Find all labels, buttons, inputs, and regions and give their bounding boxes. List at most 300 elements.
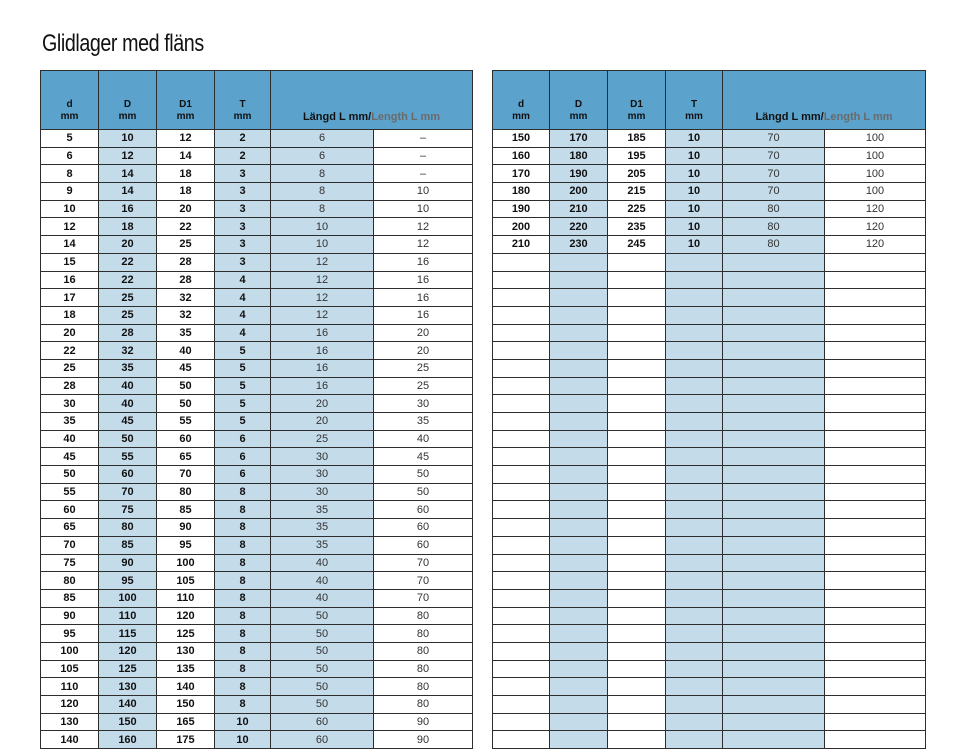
cell-D1 bbox=[608, 536, 666, 554]
cell-D bbox=[550, 359, 608, 377]
cell-length-1 bbox=[723, 554, 825, 572]
cell-T: 8 bbox=[215, 483, 271, 501]
cell-length-2: 80 bbox=[374, 660, 473, 678]
cell-length-2: 60 bbox=[374, 519, 473, 537]
table-row bbox=[41, 572, 473, 590]
cell-T bbox=[666, 536, 723, 554]
table-row bbox=[493, 625, 926, 643]
cell-d bbox=[493, 625, 550, 643]
cell-D bbox=[550, 483, 608, 501]
cell-length-2 bbox=[825, 519, 926, 537]
cell-length-2: 50 bbox=[374, 483, 473, 501]
cell-T: 2 bbox=[215, 147, 271, 165]
table-header-row bbox=[41, 71, 473, 130]
cell-length-2 bbox=[825, 713, 926, 731]
cell-length-2 bbox=[825, 642, 926, 660]
cell-D bbox=[550, 731, 608, 749]
cell-length-2: 30 bbox=[374, 395, 473, 413]
cell-d bbox=[493, 554, 550, 572]
cell-d: 5 bbox=[41, 130, 99, 148]
cell-D1 bbox=[608, 448, 666, 466]
cell-D: 60 bbox=[99, 466, 157, 484]
table-row bbox=[493, 130, 926, 148]
cell-length-1: 12 bbox=[271, 253, 374, 271]
cell-D1 bbox=[608, 271, 666, 289]
cell-d: 50 bbox=[41, 466, 99, 484]
table-body-right bbox=[493, 130, 926, 749]
cell-D1 bbox=[608, 660, 666, 678]
cell-d: 15 bbox=[41, 253, 99, 271]
table-row bbox=[41, 359, 473, 377]
cell-length-2: 16 bbox=[374, 271, 473, 289]
col-header-length: Längd L mm/Length L mm bbox=[723, 71, 926, 130]
cell-length-1 bbox=[723, 271, 825, 289]
cell-D: 50 bbox=[99, 430, 157, 448]
cell-length-1: 70 bbox=[723, 130, 825, 148]
cell-length-1 bbox=[723, 536, 825, 554]
cell-D1 bbox=[608, 395, 666, 413]
cell-T bbox=[666, 306, 723, 324]
cell-T: 8 bbox=[215, 696, 271, 714]
cell-d: 140 bbox=[41, 731, 99, 749]
table-row bbox=[41, 395, 473, 413]
cell-length-2: 100 bbox=[825, 165, 926, 183]
cell-length-2: 80 bbox=[374, 642, 473, 660]
cell-T: 5 bbox=[215, 377, 271, 395]
cell-length-1: 6 bbox=[271, 130, 374, 148]
cell-D: 14 bbox=[99, 165, 157, 183]
cell-length-2: 70 bbox=[374, 572, 473, 590]
cell-D1: 70 bbox=[157, 466, 215, 484]
col-header-length: Längd L mm/Length L mm bbox=[271, 71, 473, 130]
cell-T bbox=[666, 713, 723, 731]
cell-D bbox=[550, 678, 608, 696]
cell-length-1: 12 bbox=[271, 289, 374, 307]
cell-D1 bbox=[608, 253, 666, 271]
cell-T: 8 bbox=[215, 660, 271, 678]
cell-length-2 bbox=[825, 554, 926, 572]
cell-length-2 bbox=[825, 413, 926, 431]
cell-D: 32 bbox=[99, 342, 157, 360]
cell-length-1: 50 bbox=[271, 607, 374, 625]
table-row bbox=[493, 200, 926, 218]
cell-length-1: 10 bbox=[271, 218, 374, 236]
cell-D bbox=[550, 696, 608, 714]
cell-T: 3 bbox=[215, 253, 271, 271]
cell-length-1: 16 bbox=[271, 377, 374, 395]
cell-length-1 bbox=[723, 430, 825, 448]
cell-d: 20 bbox=[41, 324, 99, 342]
cell-T: 8 bbox=[215, 625, 271, 643]
cell-length-1 bbox=[723, 572, 825, 590]
cell-d bbox=[493, 430, 550, 448]
cell-D: 25 bbox=[99, 306, 157, 324]
table-row bbox=[41, 731, 473, 749]
cell-D: 120 bbox=[99, 642, 157, 660]
cell-D bbox=[550, 324, 608, 342]
cell-d bbox=[493, 483, 550, 501]
cell-D: 210 bbox=[550, 200, 608, 218]
table-row bbox=[41, 289, 473, 307]
table-row bbox=[493, 554, 926, 572]
cell-D1: 60 bbox=[157, 430, 215, 448]
cell-D1: 105 bbox=[157, 572, 215, 590]
cell-T bbox=[666, 377, 723, 395]
spec-table-left bbox=[40, 70, 473, 749]
cell-D1 bbox=[608, 289, 666, 307]
table-row bbox=[493, 589, 926, 607]
cell-length-1: 70 bbox=[723, 183, 825, 201]
cell-T bbox=[666, 519, 723, 537]
cell-D bbox=[550, 342, 608, 360]
cell-d: 210 bbox=[493, 236, 550, 254]
cell-d: 70 bbox=[41, 536, 99, 554]
cell-D1 bbox=[608, 731, 666, 749]
table-row bbox=[41, 147, 473, 165]
cell-length-1 bbox=[723, 696, 825, 714]
cell-length-2 bbox=[825, 589, 926, 607]
cell-T: 5 bbox=[215, 342, 271, 360]
cell-D1 bbox=[608, 342, 666, 360]
cell-length-1: 50 bbox=[271, 625, 374, 643]
cell-D: 20 bbox=[99, 236, 157, 254]
cell-T bbox=[666, 324, 723, 342]
table-row bbox=[493, 165, 926, 183]
cell-length-2: 12 bbox=[374, 218, 473, 236]
cell-T: 8 bbox=[215, 501, 271, 519]
cell-d: 28 bbox=[41, 377, 99, 395]
cell-T bbox=[666, 483, 723, 501]
cell-D1: 65 bbox=[157, 448, 215, 466]
cell-D1: 50 bbox=[157, 377, 215, 395]
table-row bbox=[493, 253, 926, 271]
cell-D1 bbox=[608, 625, 666, 643]
cell-length-2: 120 bbox=[825, 200, 926, 218]
cell-length-1: 35 bbox=[271, 519, 374, 537]
cell-d bbox=[493, 271, 550, 289]
cell-D bbox=[550, 642, 608, 660]
cell-d: 60 bbox=[41, 501, 99, 519]
table-row bbox=[493, 306, 926, 324]
cell-D1 bbox=[608, 519, 666, 537]
cell-d bbox=[493, 395, 550, 413]
cell-D1: 50 bbox=[157, 395, 215, 413]
cell-length-1: 6 bbox=[271, 147, 374, 165]
cell-D: 180 bbox=[550, 147, 608, 165]
cell-length-1 bbox=[723, 731, 825, 749]
cell-D bbox=[550, 466, 608, 484]
cell-D: 160 bbox=[99, 731, 157, 749]
cell-length-1: 80 bbox=[723, 236, 825, 254]
col-header-d: d mm bbox=[41, 71, 99, 130]
cell-d: 9 bbox=[41, 183, 99, 201]
cell-length-1 bbox=[723, 253, 825, 271]
cell-D1 bbox=[608, 607, 666, 625]
cell-D1: 32 bbox=[157, 289, 215, 307]
cell-D1: 150 bbox=[157, 696, 215, 714]
cell-T bbox=[666, 589, 723, 607]
cell-d bbox=[493, 660, 550, 678]
cell-D1: 225 bbox=[608, 200, 666, 218]
cell-length-2 bbox=[825, 430, 926, 448]
cell-D: 110 bbox=[99, 607, 157, 625]
cell-length-1 bbox=[723, 324, 825, 342]
cell-d: 120 bbox=[41, 696, 99, 714]
cell-length-1 bbox=[723, 377, 825, 395]
cell-length-2: 25 bbox=[374, 377, 473, 395]
table-row bbox=[493, 607, 926, 625]
table-row bbox=[41, 536, 473, 554]
cell-d bbox=[493, 306, 550, 324]
table-row bbox=[41, 678, 473, 696]
cell-length-1 bbox=[723, 483, 825, 501]
cell-d: 22 bbox=[41, 342, 99, 360]
cell-D1 bbox=[608, 554, 666, 572]
cell-length-1 bbox=[723, 501, 825, 519]
cell-D bbox=[550, 625, 608, 643]
cell-d bbox=[493, 536, 550, 554]
cell-T bbox=[666, 466, 723, 484]
cell-d: 16 bbox=[41, 271, 99, 289]
cell-length-2: 25 bbox=[374, 359, 473, 377]
cell-length-1: 8 bbox=[271, 165, 374, 183]
cell-length-2 bbox=[825, 253, 926, 271]
cell-d: 12 bbox=[41, 218, 99, 236]
cell-D bbox=[550, 271, 608, 289]
cell-D1: 12 bbox=[157, 130, 215, 148]
cell-length-2 bbox=[825, 359, 926, 377]
cell-d bbox=[493, 413, 550, 431]
table-row bbox=[493, 448, 926, 466]
cell-D1: 35 bbox=[157, 324, 215, 342]
table-row bbox=[41, 660, 473, 678]
cell-length-1: 50 bbox=[271, 642, 374, 660]
cell-d: 180 bbox=[493, 183, 550, 201]
cell-D: 12 bbox=[99, 147, 157, 165]
cell-D1: 14 bbox=[157, 147, 215, 165]
cell-length-2 bbox=[825, 289, 926, 307]
cell-D bbox=[550, 660, 608, 678]
cell-d bbox=[493, 696, 550, 714]
table-row bbox=[493, 413, 926, 431]
table-row bbox=[41, 130, 473, 148]
cell-D bbox=[550, 713, 608, 731]
cell-length-2 bbox=[825, 395, 926, 413]
table-row bbox=[41, 696, 473, 714]
cell-D1: 110 bbox=[157, 589, 215, 607]
cell-T: 3 bbox=[215, 200, 271, 218]
cell-length-2: 80 bbox=[374, 625, 473, 643]
cell-D: 28 bbox=[99, 324, 157, 342]
cell-D: 115 bbox=[99, 625, 157, 643]
cell-d: 75 bbox=[41, 554, 99, 572]
cell-length-2 bbox=[825, 483, 926, 501]
cell-T: 4 bbox=[215, 271, 271, 289]
cell-length-1: 80 bbox=[723, 218, 825, 236]
cell-D1: 80 bbox=[157, 483, 215, 501]
cell-length-1: 12 bbox=[271, 271, 374, 289]
cell-d: 170 bbox=[493, 165, 550, 183]
col-header-T: T mm bbox=[215, 71, 271, 130]
cell-D1: 245 bbox=[608, 236, 666, 254]
cell-D1 bbox=[608, 713, 666, 731]
cell-d: 8 bbox=[41, 165, 99, 183]
cell-d bbox=[493, 607, 550, 625]
table-row bbox=[493, 395, 926, 413]
cell-D: 25 bbox=[99, 289, 157, 307]
cell-length-1: 70 bbox=[723, 165, 825, 183]
cell-length-2 bbox=[825, 607, 926, 625]
cell-length-2 bbox=[825, 731, 926, 749]
cell-length-1: 30 bbox=[271, 466, 374, 484]
cell-T: 6 bbox=[215, 466, 271, 484]
cell-T bbox=[666, 289, 723, 307]
cell-length-2: – bbox=[374, 130, 473, 148]
table-row bbox=[493, 218, 926, 236]
table-row bbox=[493, 342, 926, 360]
page-title: Glidlager med fläns bbox=[42, 30, 204, 57]
cell-length-2: – bbox=[374, 147, 473, 165]
cell-D1: 140 bbox=[157, 678, 215, 696]
col-header-D1: D1 mm bbox=[157, 71, 215, 130]
cell-D1 bbox=[608, 359, 666, 377]
cell-d bbox=[493, 589, 550, 607]
cell-length-1: 60 bbox=[271, 713, 374, 731]
cell-D1: 215 bbox=[608, 183, 666, 201]
cell-d bbox=[493, 519, 550, 537]
cell-length-2: 16 bbox=[374, 253, 473, 271]
cell-length-1: 80 bbox=[723, 200, 825, 218]
cell-D1: 130 bbox=[157, 642, 215, 660]
cell-d bbox=[493, 713, 550, 731]
cell-D1: 85 bbox=[157, 501, 215, 519]
cell-length-1: 20 bbox=[271, 395, 374, 413]
cell-length-2: 80 bbox=[374, 678, 473, 696]
cell-length-2: 16 bbox=[374, 289, 473, 307]
cell-D bbox=[550, 536, 608, 554]
cell-T: 8 bbox=[215, 589, 271, 607]
cell-D bbox=[550, 395, 608, 413]
cell-D1: 195 bbox=[608, 147, 666, 165]
cell-length-2 bbox=[825, 466, 926, 484]
table-row bbox=[41, 342, 473, 360]
cell-T bbox=[666, 731, 723, 749]
cell-length-1 bbox=[723, 306, 825, 324]
cell-d: 17 bbox=[41, 289, 99, 307]
cell-d: 10 bbox=[41, 200, 99, 218]
cell-T bbox=[666, 625, 723, 643]
spec-table-right bbox=[492, 70, 926, 749]
table-row bbox=[493, 731, 926, 749]
cell-d bbox=[493, 253, 550, 271]
cell-length-1 bbox=[723, 678, 825, 696]
cell-length-2: 45 bbox=[374, 448, 473, 466]
table-row bbox=[41, 218, 473, 236]
cell-length-1 bbox=[723, 289, 825, 307]
cell-length-2 bbox=[825, 501, 926, 519]
cell-D1 bbox=[608, 466, 666, 484]
cell-length-2 bbox=[825, 678, 926, 696]
cell-D1 bbox=[608, 483, 666, 501]
cell-length-1 bbox=[723, 625, 825, 643]
cell-D1: 32 bbox=[157, 306, 215, 324]
cell-T bbox=[666, 554, 723, 572]
table-row bbox=[41, 642, 473, 660]
cell-D: 190 bbox=[550, 165, 608, 183]
col-header-D1: D1 mm bbox=[608, 71, 666, 130]
cell-length-1: 40 bbox=[271, 554, 374, 572]
cell-d: 6 bbox=[41, 147, 99, 165]
table-row bbox=[41, 625, 473, 643]
table-row bbox=[493, 377, 926, 395]
cell-length-1: 50 bbox=[271, 660, 374, 678]
table-row bbox=[41, 554, 473, 572]
cell-D1 bbox=[608, 589, 666, 607]
cell-length-1: 16 bbox=[271, 359, 374, 377]
cell-length-1 bbox=[723, 413, 825, 431]
cell-T: 4 bbox=[215, 289, 271, 307]
table-row bbox=[41, 271, 473, 289]
cell-length-2: 10 bbox=[374, 183, 473, 201]
table-row bbox=[493, 271, 926, 289]
cell-length-2: 90 bbox=[374, 731, 473, 749]
cell-d bbox=[493, 342, 550, 360]
cell-d: 110 bbox=[41, 678, 99, 696]
col-header-T: T mm bbox=[666, 71, 723, 130]
cell-T: 10 bbox=[666, 200, 723, 218]
table-row bbox=[41, 377, 473, 395]
cell-length-1: 30 bbox=[271, 483, 374, 501]
table-row bbox=[493, 466, 926, 484]
cell-T: 6 bbox=[215, 448, 271, 466]
table-row bbox=[41, 324, 473, 342]
cell-T: 10 bbox=[666, 147, 723, 165]
cell-length-1: 10 bbox=[271, 236, 374, 254]
cell-length-2: 60 bbox=[374, 536, 473, 554]
cell-D bbox=[550, 377, 608, 395]
cell-D: 220 bbox=[550, 218, 608, 236]
cell-length-1: 25 bbox=[271, 430, 374, 448]
cell-D1: 28 bbox=[157, 253, 215, 271]
table-row bbox=[493, 696, 926, 714]
cell-length-1: 70 bbox=[723, 147, 825, 165]
cell-T bbox=[666, 607, 723, 625]
cell-D: 55 bbox=[99, 448, 157, 466]
cell-T: 8 bbox=[215, 554, 271, 572]
table-row bbox=[41, 236, 473, 254]
cell-D1 bbox=[608, 696, 666, 714]
cell-D: 70 bbox=[99, 483, 157, 501]
cell-D1: 120 bbox=[157, 607, 215, 625]
cell-d: 65 bbox=[41, 519, 99, 537]
cell-D bbox=[550, 501, 608, 519]
cell-d: 190 bbox=[493, 200, 550, 218]
cell-length-2 bbox=[825, 536, 926, 554]
cell-D1: 235 bbox=[608, 218, 666, 236]
cell-D: 170 bbox=[550, 130, 608, 148]
cell-T bbox=[666, 448, 723, 466]
cell-length-1 bbox=[723, 607, 825, 625]
cell-D bbox=[550, 413, 608, 431]
table-row bbox=[493, 678, 926, 696]
cell-d: 200 bbox=[493, 218, 550, 236]
cell-length-1: 30 bbox=[271, 448, 374, 466]
cell-D bbox=[550, 289, 608, 307]
cell-D: 95 bbox=[99, 572, 157, 590]
cell-d: 95 bbox=[41, 625, 99, 643]
cell-T bbox=[666, 501, 723, 519]
table-row bbox=[41, 589, 473, 607]
